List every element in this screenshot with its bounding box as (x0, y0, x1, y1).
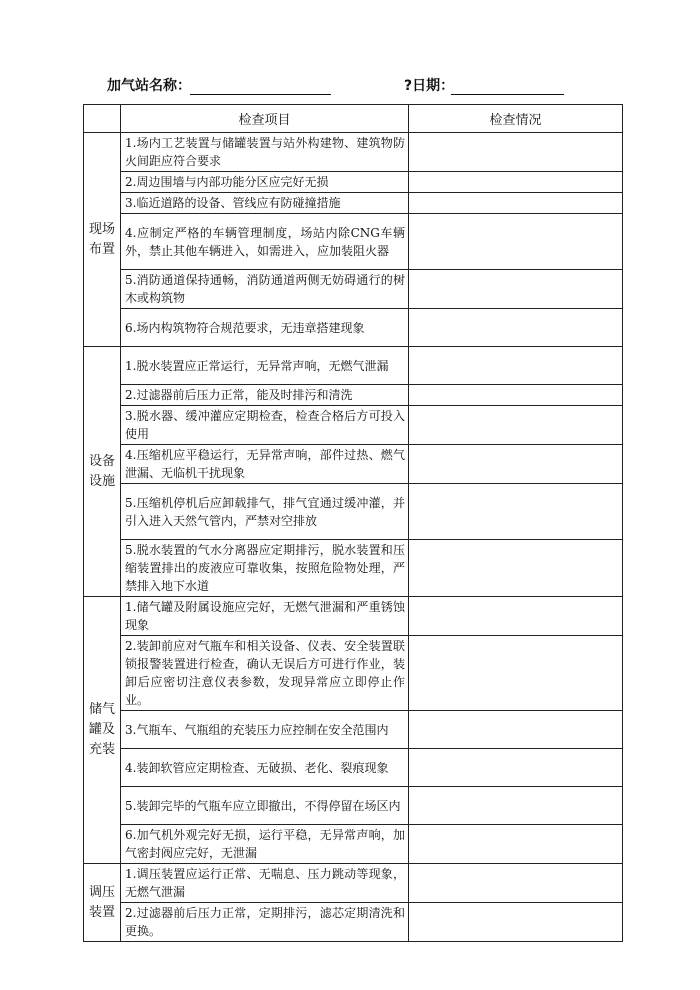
inspection-item: 2.过滤器前后压力正常，能及时排污和清洗 (121, 385, 409, 406)
status-cell[interactable] (409, 172, 623, 193)
table-row (84, 597, 623, 636)
table-row (84, 903, 623, 942)
table-row (84, 825, 623, 864)
status-cell[interactable] (409, 903, 623, 942)
status-cell[interactable] (409, 597, 623, 636)
table-row (84, 172, 623, 193)
inspection-item: 2.周边围墙与内部功能分区应完好无损 (121, 172, 409, 193)
item-header: 检查项目 (121, 105, 409, 133)
table-row (84, 309, 623, 347)
status-cell[interactable] (409, 445, 623, 484)
status-cell[interactable] (409, 270, 623, 309)
inspection-item: 6.场内构筑物符合规范要求，无违章搭建现象 (121, 309, 409, 347)
inspection-item: 5.消防通道保持通畅，消防通道两侧无妨碍通行的树木或构筑物 (121, 270, 409, 309)
category-header (84, 105, 121, 133)
table-row (84, 214, 623, 270)
inspection-item: 4.装卸软管应定期检查、无破损、老化、裂痕现象 (121, 749, 409, 787)
status-cell[interactable] (409, 825, 623, 864)
station-name-label: 加气站名称： (107, 78, 191, 94)
inspection-item: 5.脱水装置的气水分离器应定期排污，脱水装置和压缩装置排出的废液应可靠收集，按照危险物处理，严禁排入地下水道 (121, 540, 409, 597)
inspection-item: 5.装卸完毕的气瓶车应立即撤出，不得停留在场区内 (121, 787, 409, 825)
inspection-item: 1.储气罐及附属设施应完好，无燃气泄漏和严重锈蚀现象 (121, 597, 409, 636)
table-row (84, 133, 623, 172)
status-cell[interactable] (409, 864, 623, 903)
table-row (84, 193, 623, 214)
status-cell[interactable] (409, 540, 623, 597)
table-row (84, 540, 623, 597)
table-row (84, 864, 623, 903)
inspection-item: 4.应制定严格的车辆管理制度，场站内除CNG车辆外，禁止其他车辆进入，如需进入，应加装阻火器 (121, 214, 409, 270)
section-category-pressure-regulator: 调压装置 (84, 864, 121, 942)
status-cell[interactable] (409, 133, 623, 172)
inspection-item: 6.加气机外观完好无损，运行平稳，无异常声响，加气密封阀应完好，无泄漏 (121, 825, 409, 864)
section-category-storage-filling: 储气罐及充装 (84, 597, 121, 864)
status-cell[interactable] (409, 484, 623, 540)
inspection-item: 3.临近道路的设备、管线应有防碰撞措施 (121, 193, 409, 214)
form-header (0, 76, 700, 98)
inspection-item: 3.脱水器、缓冲灌应定期检查，检查合格后方可投入使用 (121, 406, 409, 445)
table-row (84, 347, 623, 385)
table-row (84, 484, 623, 540)
status-cell[interactable] (409, 711, 623, 749)
table-row (84, 787, 623, 825)
date-label: ?日期： (404, 78, 455, 94)
inspection-item: 1.脱水装置应正常运行，无异常声响，无燃气泄漏 (121, 347, 409, 385)
inspection-item: 2.过滤器前后压力正常，定期排污，滤芯定期清洗和更换。 (121, 903, 409, 942)
status-cell[interactable] (409, 406, 623, 445)
table-row (84, 711, 623, 749)
station-name-blank[interactable] (190, 94, 331, 95)
status-cell[interactable] (409, 385, 623, 406)
date-blank[interactable] (451, 94, 564, 95)
inspection-item: 1.场内工艺装置与储罐装置与站外构建物、建筑物防火间距应符合要求 (121, 133, 409, 172)
inspection-table (83, 104, 623, 942)
table-header-row (84, 105, 623, 133)
status-cell[interactable] (409, 636, 623, 711)
inspection-item: 3.气瓶车、气瓶组的充装压力应控制在安全范围内 (121, 711, 409, 749)
table-row (84, 385, 623, 406)
inspection-item: 2.装卸前应对气瓶车和相关设备、仪表、安全装置联锁报警装置进行检查，确认无误后方可进行作业，装卸后应密切注意仪表参数，发现异常应立即停止作业。 (121, 636, 409, 711)
table-row (84, 445, 623, 484)
status-cell[interactable] (409, 347, 623, 385)
table-row (84, 749, 623, 787)
section-category-site-layout: 现场布置 (84, 133, 121, 347)
inspection-item: 1.调压装置应运行正常、无喘息、压力跳动等现象，无燃气泄漏 (121, 864, 409, 903)
section-category-equipment: 设备设施 (84, 347, 121, 597)
status-cell[interactable] (409, 787, 623, 825)
inspection-item: 5.压缩机停机后应卸载排气，排气宜通过缓冲灌，并引入进入天然气管内，严禁对空排放 (121, 484, 409, 540)
table-row (84, 406, 623, 445)
table-row (84, 636, 623, 711)
table-row (84, 270, 623, 309)
status-cell[interactable] (409, 193, 623, 214)
inspection-item: 4.压缩机应平稳运行，无异常声响，部件过热、燃气泄漏、无临机干扰现象 (121, 445, 409, 484)
status-cell[interactable] (409, 309, 623, 347)
status-header: 检查情况 (409, 105, 623, 133)
status-cell[interactable] (409, 214, 623, 270)
status-cell[interactable] (409, 749, 623, 787)
